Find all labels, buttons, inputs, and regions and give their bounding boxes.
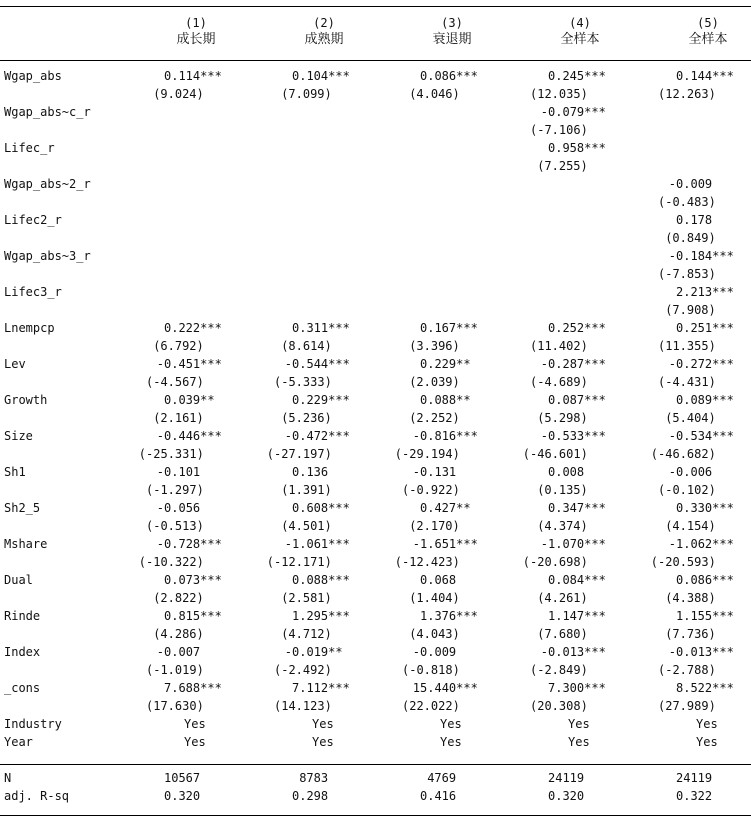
t-statistic: (4.046) xyxy=(409,87,460,101)
fe-indicator: Yes xyxy=(568,717,590,731)
coefficient: 0.427** xyxy=(420,501,471,515)
t-statistic: (2.581) xyxy=(281,591,332,605)
stat-value: 10567 xyxy=(164,771,201,785)
variable-name: Rinde xyxy=(4,609,41,623)
coefficient: 0.136 xyxy=(292,465,329,479)
coefficient: -0.544*** xyxy=(284,357,350,371)
variable-name: Index xyxy=(4,645,41,659)
t-statistic: (-25.331) xyxy=(138,447,204,461)
coefficient: 8.522*** xyxy=(676,681,734,695)
t-statistic: (-29.194) xyxy=(394,447,460,461)
t-statistic: (-27.197) xyxy=(266,447,332,461)
t-statistic: (2.039) xyxy=(409,375,460,389)
variable-name: Wgap_abs~c_r xyxy=(4,105,91,119)
stat-value: 0.416 xyxy=(420,789,457,803)
t-statistic: (-10.322) xyxy=(138,555,204,569)
stat-label: adj. R-sq xyxy=(4,789,70,803)
variable-name: Lnempcp xyxy=(4,321,55,335)
t-statistic: (-0.102) xyxy=(658,483,716,497)
stat-value: 0.320 xyxy=(548,789,585,803)
coefficient: -0.006 xyxy=(668,465,713,479)
stat-label: N xyxy=(4,771,12,785)
column-label: 全样本 xyxy=(688,32,728,47)
coefficient: 0.144*** xyxy=(676,69,734,83)
t-statistic: (-4.431) xyxy=(658,375,716,389)
t-statistic: (2.170) xyxy=(409,519,460,533)
t-statistic: (7.255) xyxy=(537,159,588,173)
t-statistic: (-5.333) xyxy=(274,375,332,389)
coefficient: 0.330*** xyxy=(676,501,734,515)
coefficient: 7.688*** xyxy=(164,681,222,695)
t-statistic: (4.388) xyxy=(665,591,716,605)
t-statistic: (-20.698) xyxy=(522,555,588,569)
variable-name: Wgap_abs~2_r xyxy=(4,177,91,191)
t-statistic: (14.123) xyxy=(274,699,332,713)
t-statistic: (7.680) xyxy=(537,627,588,641)
coefficient: 1.147*** xyxy=(548,609,606,623)
t-statistic: (-46.601) xyxy=(522,447,588,461)
t-statistic: (-0.483) xyxy=(658,195,716,209)
fe-indicator: Yes xyxy=(696,717,718,731)
t-statistic: (4.261) xyxy=(537,591,588,605)
fe-indicator: Yes xyxy=(440,735,462,749)
fe-label: Year xyxy=(4,735,33,749)
coefficient: -1.651*** xyxy=(412,537,478,551)
t-statistic: (4.286) xyxy=(153,627,204,641)
t-statistic: (4.712) xyxy=(281,627,332,641)
t-statistic: (2.252) xyxy=(409,411,460,425)
coefficient: -0.007 xyxy=(156,645,201,659)
t-statistic: (11.355) xyxy=(658,339,716,353)
fe-indicator: Yes xyxy=(184,735,206,749)
t-statistic: (1.391) xyxy=(281,483,332,497)
coefficient: 0.229** xyxy=(420,357,471,371)
variable-name: Mshare xyxy=(4,537,48,551)
top-rule xyxy=(0,6,751,7)
fe-indicator: Yes xyxy=(440,717,462,731)
coefficient: 0.086*** xyxy=(676,573,734,587)
t-statistic: (-4.567) xyxy=(146,375,204,389)
t-statistic: (22.022) xyxy=(402,699,460,713)
t-statistic: (4.374) xyxy=(537,519,588,533)
stat-value: 24119 xyxy=(676,771,713,785)
coefficient: 2.213*** xyxy=(676,285,734,299)
t-statistic: (12.263) xyxy=(658,87,716,101)
t-statistic: (0.135) xyxy=(537,483,588,497)
t-statistic: (-7.106) xyxy=(530,123,588,137)
coefficient: -0.019** xyxy=(284,645,343,659)
t-statistic: (7.099) xyxy=(281,87,332,101)
coefficient: 0.114*** xyxy=(164,69,222,83)
coefficient: -0.131 xyxy=(412,465,457,479)
coefficient: -1.070*** xyxy=(540,537,606,551)
t-statistic: (20.308) xyxy=(530,699,588,713)
column-label: 全样本 xyxy=(560,32,600,47)
coefficient: -0.101 xyxy=(156,465,201,479)
coefficient: -0.013*** xyxy=(540,645,606,659)
coefficient: 0.608*** xyxy=(292,501,350,515)
coefficient: 0.088** xyxy=(420,393,471,407)
fe-indicator: Yes xyxy=(312,717,334,731)
coefficient: 0.252*** xyxy=(548,321,606,335)
column-number: (2) xyxy=(313,16,335,30)
column-number: (5) xyxy=(697,16,719,30)
coefficient: 0.084*** xyxy=(548,573,606,587)
t-statistic: (0.849) xyxy=(665,231,716,245)
stat-value: 8783 xyxy=(299,771,329,785)
coefficient: -0.184*** xyxy=(668,249,734,263)
t-statistic: (5.298) xyxy=(537,411,588,425)
coefficient: 0.178 xyxy=(676,213,713,227)
coefficient: -0.013*** xyxy=(668,645,734,659)
t-statistic: (7.908) xyxy=(665,303,716,317)
t-statistic: (-1.019) xyxy=(146,663,204,677)
t-statistic: (17.630) xyxy=(146,699,204,713)
stat-value: 0.322 xyxy=(676,789,713,803)
t-statistic: (12.035) xyxy=(530,87,588,101)
variable-name: Size xyxy=(4,429,33,443)
coefficient: 0.958*** xyxy=(548,141,606,155)
coefficient: -0.009 xyxy=(412,645,457,659)
column-label: 成长期 xyxy=(176,32,216,47)
coefficient: 0.068 xyxy=(420,573,457,587)
coefficient: 0.167*** xyxy=(420,321,478,335)
t-statistic: (2.161) xyxy=(153,411,204,425)
coefficient: 0.089*** xyxy=(676,393,734,407)
coefficient: 0.039** xyxy=(164,393,215,407)
coefficient: 0.008 xyxy=(548,465,585,479)
variable-name: Lifec_r xyxy=(4,141,55,155)
variable-name: Lifec2_r xyxy=(4,213,62,227)
fe-indicator: Yes xyxy=(696,735,718,749)
stat-value: 24119 xyxy=(548,771,585,785)
variable-name: Wgap_abs~3_r xyxy=(4,249,91,263)
coefficient: 1.155*** xyxy=(676,609,734,623)
t-statistic: (2.822) xyxy=(153,591,204,605)
t-statistic: (-0.513) xyxy=(146,519,204,533)
coefficient: -0.009 xyxy=(668,177,713,191)
t-statistic: (3.396) xyxy=(409,339,460,353)
variable-name: Lev xyxy=(4,357,26,371)
column-label: 成熟期 xyxy=(304,32,344,47)
coefficient: -0.816*** xyxy=(412,429,478,443)
t-statistic: (11.402) xyxy=(530,339,588,353)
t-statistic: (5.404) xyxy=(665,411,716,425)
coefficient: 0.222*** xyxy=(164,321,222,335)
column-number: (4) xyxy=(569,16,591,30)
t-statistic: (-2.788) xyxy=(658,663,716,677)
stat-value: 0.320 xyxy=(164,789,201,803)
column-label: 衰退期 xyxy=(432,32,472,47)
coefficient: -0.079*** xyxy=(540,105,606,119)
variable-name: Wgap_abs xyxy=(4,69,62,83)
coefficient: 0.815*** xyxy=(164,609,222,623)
t-statistic: (9.024) xyxy=(153,87,204,101)
coefficient: -0.446*** xyxy=(156,429,222,443)
t-statistic: (27.989) xyxy=(658,699,716,713)
t-statistic: (-4.689) xyxy=(530,375,588,389)
column-number: (1) xyxy=(185,16,207,30)
variable-name: Sh1 xyxy=(4,465,26,479)
variable-name: Growth xyxy=(4,393,48,407)
coefficient: -0.056 xyxy=(156,501,201,515)
t-statistic: (6.792) xyxy=(153,339,204,353)
fe-indicator: Yes xyxy=(312,735,334,749)
coefficient: 0.104*** xyxy=(292,69,350,83)
t-statistic: (-7.853) xyxy=(658,267,716,281)
t-statistic: (-2.492) xyxy=(274,663,332,677)
fe-indicator: Yes xyxy=(184,717,206,731)
variable-name: Lifec3_r xyxy=(4,285,62,299)
t-statistic: (1.404) xyxy=(409,591,460,605)
coefficient: -0.533*** xyxy=(540,429,606,443)
coefficient: -0.287*** xyxy=(540,357,606,371)
t-statistic: (4.501) xyxy=(281,519,332,533)
variable-name: Dual xyxy=(4,573,33,587)
t-statistic: (-1.297) xyxy=(146,483,204,497)
stat-value: 4769 xyxy=(427,771,457,785)
coefficient: 0.347*** xyxy=(548,501,606,515)
header-rule xyxy=(0,60,751,61)
t-statistic: (8.614) xyxy=(281,339,332,353)
column-number: (3) xyxy=(441,16,463,30)
coefficient: 1.376*** xyxy=(420,609,478,623)
t-statistic: (-20.593) xyxy=(650,555,716,569)
coefficient: 0.073*** xyxy=(164,573,222,587)
t-statistic: (5.236) xyxy=(281,411,332,425)
coefficient: -1.061*** xyxy=(284,537,350,551)
coefficient: -0.451*** xyxy=(156,357,222,371)
variable-name: Sh2_5 xyxy=(4,501,41,515)
stats-rule xyxy=(0,764,751,765)
coefficient: 0.088*** xyxy=(292,573,350,587)
t-statistic: (-2.849) xyxy=(530,663,588,677)
stat-value: 0.298 xyxy=(292,789,329,803)
coefficient: 7.112*** xyxy=(292,681,350,695)
coefficient: 0.245*** xyxy=(548,69,606,83)
variable-name: _cons xyxy=(4,681,41,695)
bottom-rule xyxy=(0,815,751,816)
t-statistic: (-46.682) xyxy=(650,447,716,461)
t-statistic: (4.043) xyxy=(409,627,460,641)
fe-indicator: Yes xyxy=(568,735,590,749)
t-statistic: (-12.171) xyxy=(266,555,332,569)
coefficient: 1.295*** xyxy=(292,609,350,623)
t-statistic: (4.154) xyxy=(665,519,716,533)
t-statistic: (-0.922) xyxy=(402,483,460,497)
coefficient: 0.229*** xyxy=(292,393,350,407)
coefficient: 0.086*** xyxy=(420,69,478,83)
coefficient: 0.087*** xyxy=(548,393,606,407)
t-statistic: (-12.423) xyxy=(394,555,460,569)
coefficient: 0.251*** xyxy=(676,321,734,335)
t-statistic: (7.736) xyxy=(665,627,716,641)
coefficient: 0.311*** xyxy=(292,321,350,335)
coefficient: -0.472*** xyxy=(284,429,350,443)
coefficient: -0.728*** xyxy=(156,537,222,551)
coefficient: 7.300*** xyxy=(548,681,606,695)
coefficient: -1.062*** xyxy=(668,537,734,551)
coefficient: -0.272*** xyxy=(668,357,734,371)
coefficient: 15.440*** xyxy=(412,681,478,695)
t-statistic: (-0.818) xyxy=(402,663,460,677)
fe-label: Industry xyxy=(4,717,62,731)
coefficient: -0.534*** xyxy=(668,429,734,443)
